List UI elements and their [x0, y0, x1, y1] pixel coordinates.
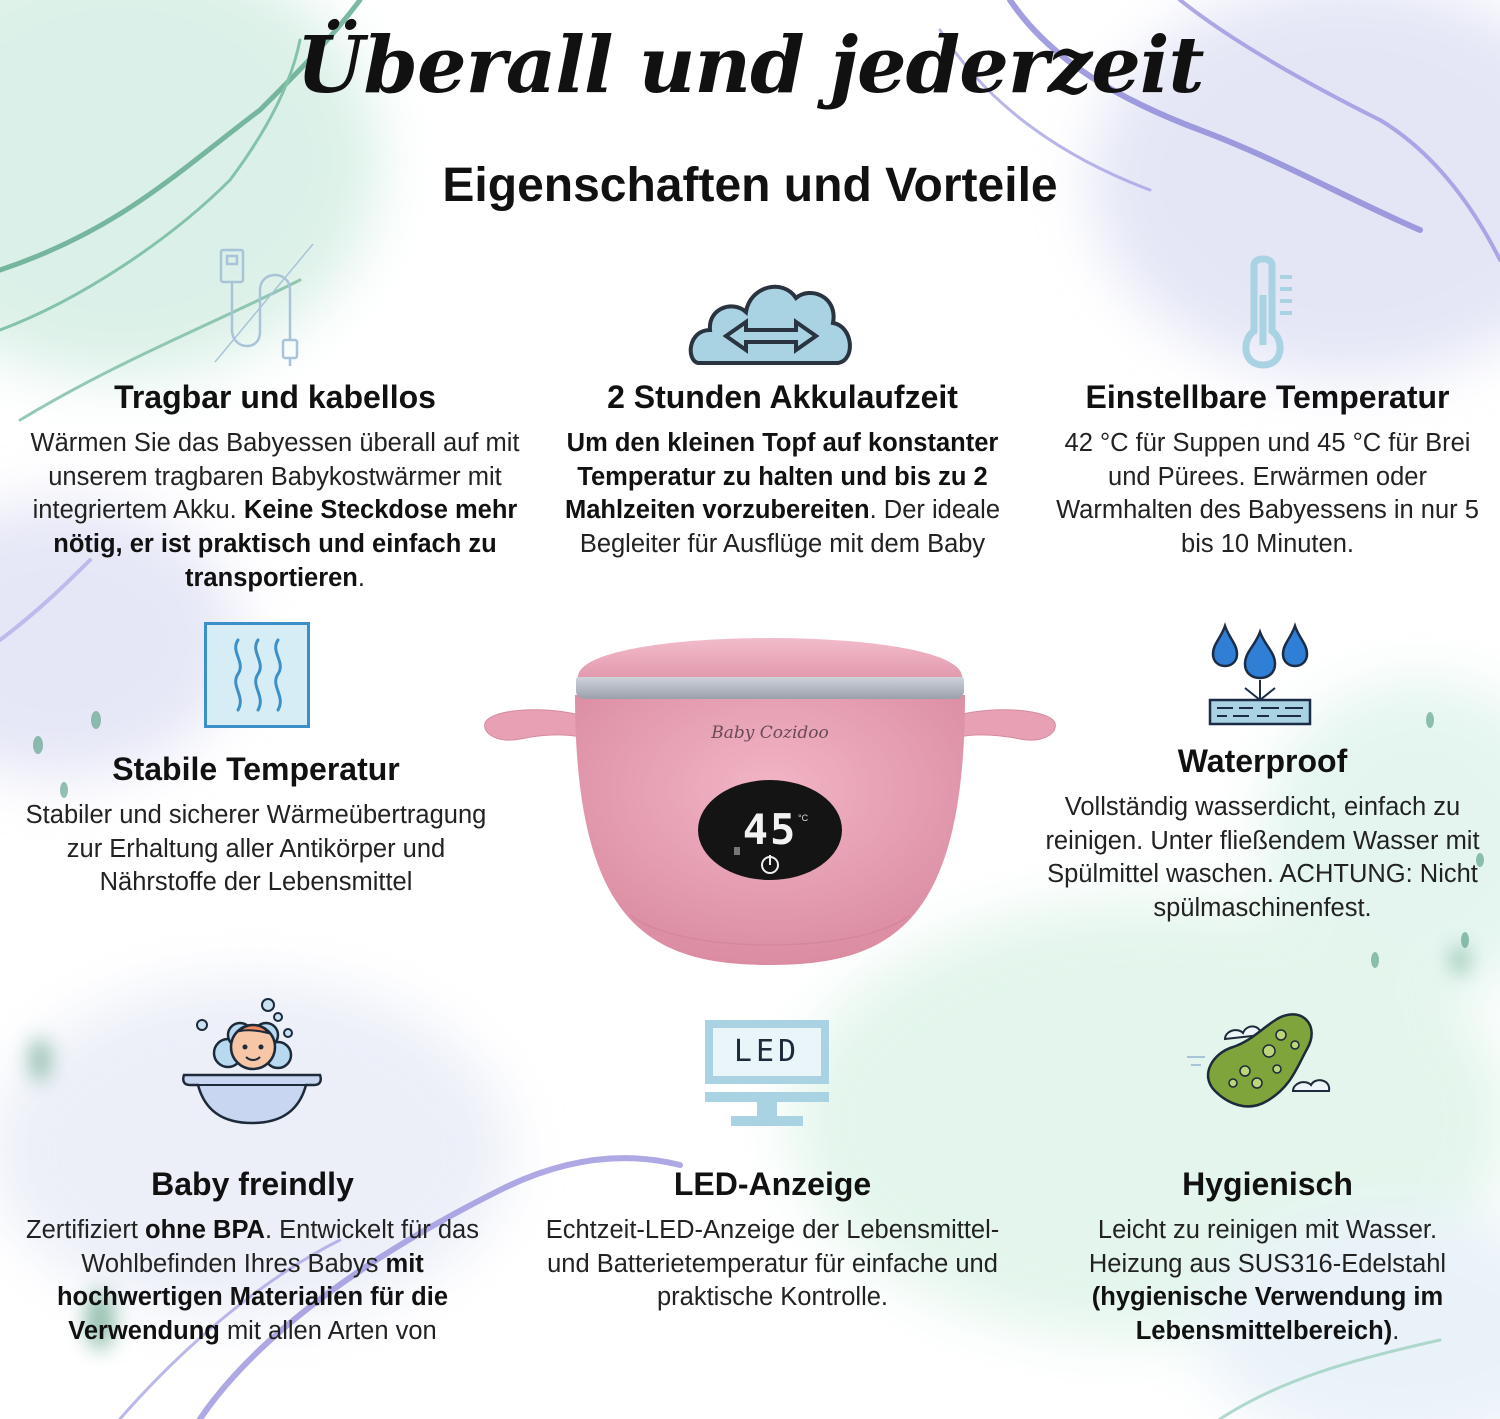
led-label: LED — [733, 1034, 801, 1069]
feature-text: Vollständig wasserdicht, einfach zu reinigen. Unter fließendem Wasser mit Spülmittel waschen. ACHTUNG: Nicht spülmaschinenfest. — [1045, 793, 1480, 923]
feature-temperatur — [1040, 377, 1495, 562]
feature-text: Um den kleinen Topf auf konstanter Temperatur zu halten und bis zu 2 Mahlzeiten vorzubereiten. Der ideale Begleiter für Ausflüge mit dem Baby — [564, 429, 1001, 559]
led-monitor-icon — [705, 1020, 829, 1128]
feature-akkulaufzeit — [555, 377, 1010, 562]
product-display-unit: °C — [798, 813, 809, 823]
feature-title: Waterproof — [1177, 743, 1348, 779]
thermometer-icon — [1240, 255, 1305, 375]
product-display-value: 45 — [742, 805, 798, 854]
page-title: Überall und jederzeit — [296, 20, 1204, 111]
feature-title: Einstellbare Temperatur — [1085, 379, 1450, 415]
feature-title: Hygienisch — [1182, 1166, 1353, 1202]
feature-title: Baby freindly — [151, 1166, 354, 1202]
feature-text: Wärmen Sie das Babyessen überall auf mit unserem tragbaren Babykostwärmer mit integriertem Akku. Keine Steckdose mehr nötig, er ist praktisch und einfach zu transportieren. — [30, 429, 520, 592]
feature-title: Stabile Temperatur — [112, 751, 400, 787]
feature-text: Leicht zu reinigen mit Wasser. Heizung aus SUS316-Edelstahl (hygienische Verwendung im Lebensmittelbereich). — [1088, 1216, 1447, 1346]
feature-text: 42 °C für Suppen und 45 °C für Brei und Pürees. Erwärmen oder Warmhalten des Babyessens in nur 5 bis 10 Minuten. — [1056, 429, 1479, 559]
heat-waves-icon — [204, 622, 310, 728]
cloud-arrows-icon — [688, 268, 853, 368]
feature-text: Zertifiziert ohne BPA. Entwickelt für das Wohlbefinden Ihres Babys mit hochwertigen Materialien für die Verwendung mit allen Arten von — [26, 1216, 479, 1346]
usb-cable-icon — [205, 240, 325, 380]
page-subtitle: Eigenschaften und Vorteile — [442, 159, 1058, 212]
baby-bath-icon — [180, 995, 325, 1130]
product-brand-label: Baby Cozidoo — [711, 723, 829, 743]
feature-text: Stabiler und sicherer Wärmeübertragung zur Erhaltung aller Antikörper und Nährstoffe der Lebensmittel — [25, 801, 487, 897]
feature-text: Echtzeit-LED-Anzeige der Lebensmittel- und Batterietemperatur für einfache und praktische Kontrolle. — [545, 1216, 1000, 1312]
feature-title: 2 Stunden Akkulaufzeit — [607, 379, 958, 415]
feature-title: Tragbar und kabellos — [114, 379, 436, 415]
food-warmer-product — [480, 615, 1060, 975]
feature-stabile-temperatur — [5, 749, 507, 900]
feature-hygienisch — [1060, 1164, 1475, 1349]
feature-baby-friendly — [20, 1164, 485, 1349]
feature-waterproof — [1035, 741, 1490, 926]
feature-tragbar — [5, 377, 545, 596]
germ-icon — [1185, 1005, 1340, 1120]
feature-title: LED-Anzeige — [673, 1166, 872, 1202]
feature-led-anzeige — [545, 1164, 1000, 1315]
water-drops-icon — [1205, 622, 1315, 730]
